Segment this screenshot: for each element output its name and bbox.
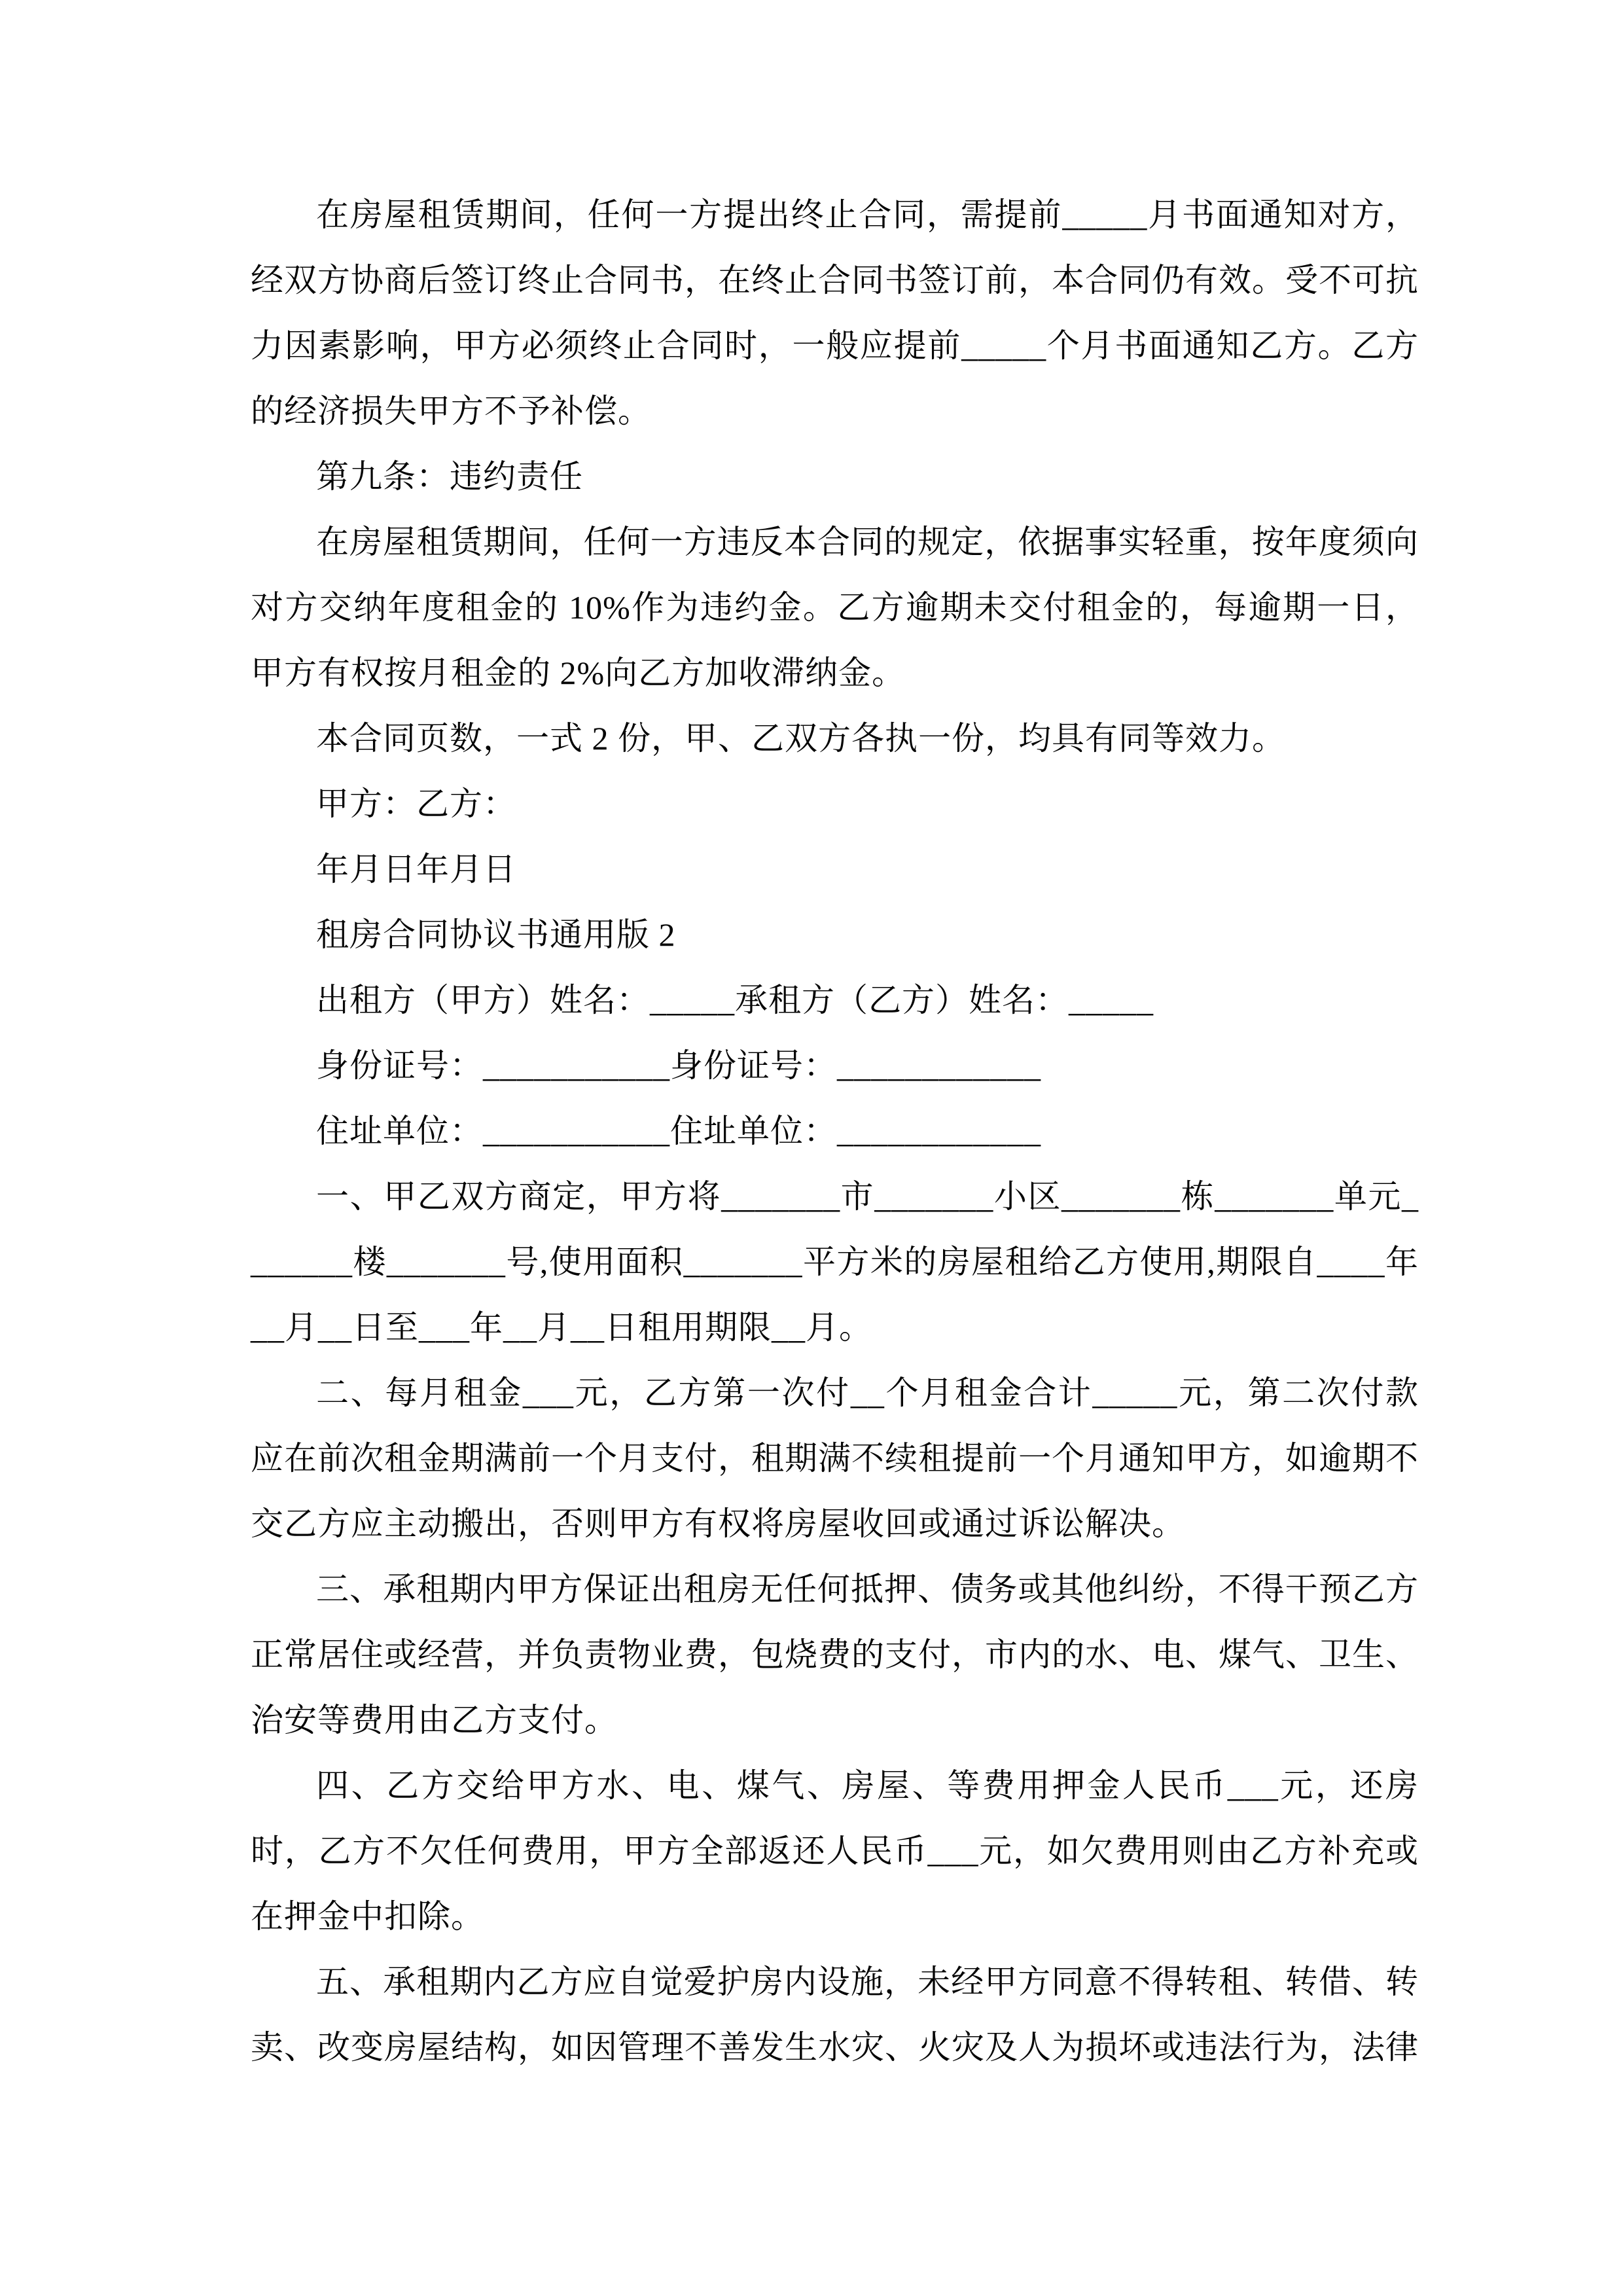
clause-4-deposit: 四、乙方交给甲方水、电、煤气、房屋、等费用押金人民币___元，还房时，乙方不欠任何费用，甲方全部返还人民币___元，如欠费用则由乙方补充或在押金中扣除。 (251, 1767, 1419, 1935)
contract-text-body (251, 182, 1419, 2080)
line-landlord-tenant-names: 出租方（甲方）姓名：_____承租方（乙方）姓名：_____ (316, 982, 1154, 1018)
heading-article-9-breach: 第九条：违约责任 (316, 458, 583, 495)
paragraph-contract-copies: 本合同页数，一式 2 份，甲、乙双方各执一份，均具有同等效力。 (316, 720, 1285, 757)
clause-2-rent-payment: 二、每月租金___元，乙方第一次付__个月租金合计_____元，第二次付款应在前次租金期满前一个月支付，租期满不续租提前一个月通知甲方，如逾期不交乙方应主动搬出，否则甲方有权将房屋收回或通过诉讼解决。 (251, 1374, 1419, 1542)
clause-3-landlord-guarantee: 三、承租期内甲方保证出租房无任何抵押、债务或其他纠纷，不得干预乙方正常居住或经营，并负责物业费，包烧费的支付，市内的水、电、煤气、卫生、治安等费用由乙方支付。 (251, 1571, 1419, 1738)
paragraph-termination-clause: 在房屋租赁期间，任何一方提出终止合同，需提前_____月书面通知对方，经双方协商后签订终止合同书，在终止合同书签订前，本合同仍有效。受不可抗力因素影响，甲方必须终止合同时，一般应提前_____个月书面通知乙方。乙方的经济损失甲方不予补偿。 (251, 196, 1419, 429)
line-id-numbers: 身份证号：___________身份证号：____________ (316, 1047, 1041, 1084)
paragraph-breach-liability: 在房屋租赁期间，任何一方违反本合同的规定，依据事实轻重，按年度须向对方交纳年度租金的 10%作为违约金。乙方逾期未交付租金的，每逾期一日，甲方有权按月租金的 2%向乙方加收滞纳金。 (251, 524, 1419, 691)
line-date-year-month-day: 年月日年月日 (316, 851, 516, 888)
line-party-a-party-b-signature: 甲方：乙方： (316, 785, 516, 822)
heading-contract-template-2: 租房合同协议书通用版 2 (316, 916, 676, 953)
line-address-work-unit: 住址单位：___________住址单位：____________ (316, 1113, 1041, 1149)
clause-1-property-and-term: 一、甲乙双方商定，甲方将_______市_______小区_______栋_______单元_______楼_______号,使用面积_______平方米的房屋租给乙方使用,期限自____年__月__日至___年__月__日租用期限__月。 (251, 1178, 1419, 1346)
clause-5-tenant-care: 五、承租期内乙方应自觉爱护房内设施，未经甲方同意不得转租、转借、转卖、改变房屋结构，如因管理不善发生水灾、火灾及人为损坏或违法行为，法律 (251, 1964, 1419, 2066)
